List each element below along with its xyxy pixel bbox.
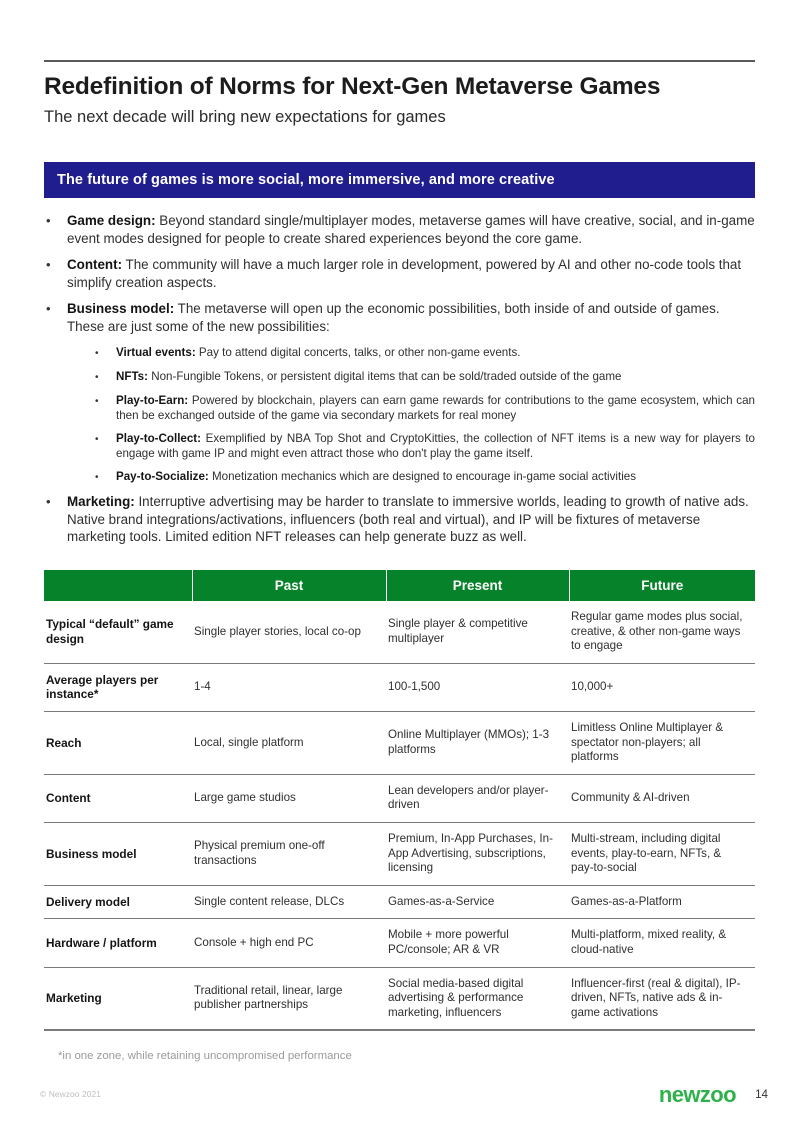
bullet-description: The metaverse will open up the economic possibilities, both inside of and outside of games. These are just some of the new possibilities: [67,301,720,334]
bullet-label: Pay-to-Socialize: [116,469,209,483]
table-cell-present: Single player & competitive multiplayer [386,601,569,663]
section-banner-text: The future of games is more social, more immersive, and more creative [57,172,555,188]
table-row-label: Delivery model [44,885,192,919]
table-row-label: Content [44,774,192,822]
table-col-header-blank [44,570,192,601]
table-cell-present: Lean developers and/or player-driven [386,774,569,822]
bullet-label: Marketing: [67,493,135,509]
page-number: 14 [755,1088,768,1101]
bullet-description: Non-Fungible Tokens, or persistent digital items that can be sold/traded outside of the game [147,369,622,383]
newzoo-logo: newzoo [658,1082,736,1107]
table-header-row [44,570,755,601]
table-cell-past: Local, single platform [192,711,386,774]
bullet-text [116,369,755,385]
table-cell-future: Community & AI-driven [569,774,755,822]
bullet-text [67,300,755,335]
table-cell-past: Console + high end PC [192,919,386,967]
table-row-label: Typical “default” game design [44,601,192,663]
bullet-label: Business model: [67,301,175,317]
table-cell-future: Multi-platform, mixed reality, & cloud-native [569,919,755,967]
bullet-item [44,393,755,424]
bullet-marker-icon: • [46,301,51,317]
bullet-marker-icon: • [46,257,51,273]
table-cell-present: Mobile + more powerful PC/console; AR & VR [386,919,569,967]
bullet-text [67,212,755,247]
table-cell-future: Regular game modes plus social, creative, & other non-game ways to engage [569,601,755,663]
table-cell-future: Influencer-first (real & digital), IP-driven, NFTs, native ads & in-game activations [569,967,755,1030]
bullet-label: Play-to-Earn: [116,393,189,407]
table-row [44,967,755,1030]
bullet-label: Play-to-Collect: [116,431,202,445]
page-title: Redefinition of Norms for Next-Gen Metaverse Games [44,73,661,100]
table-cell-present: Games-as-a-Service [386,885,569,919]
bullet-text [67,256,755,291]
bullet-marker-icon: • [95,347,99,359]
bullet-description: Monetization mechanics which are designed to encourage in-game social activities [208,469,637,483]
bullet-label: Content: [67,257,123,273]
bullet-marker-icon: • [95,471,99,483]
table-footnote: *in one zone, while retaining uncompromised performance [58,1050,352,1062]
table-row [44,663,755,711]
table-col-header-present: Present [386,570,569,601]
bullet-text [116,393,755,424]
table-row [44,774,755,822]
bullet-item [44,212,755,247]
table-body [44,601,755,1030]
table-row [44,885,755,919]
bullet-marker-icon: • [95,395,99,407]
bullet-item [44,300,755,335]
table-row [44,601,755,663]
copyright-text: © Newzoo 2021 [40,1089,102,1099]
section-banner [44,162,755,198]
title-divider [44,60,755,62]
table-cell-past: Traditional retail, linear, large publisher partnerships [192,967,386,1030]
table-col-header-future: Future [569,570,755,601]
bullet-item [44,493,755,546]
table-cell-present: Social media-based digital advertising & performance marketing, influencers [386,967,569,1030]
bullet-label: Virtual events: [116,345,196,359]
bullet-item [44,256,755,291]
bullet-item [44,369,755,386]
table-cell-future: Games-as-a-Platform [569,885,755,919]
table-cell-past: 1-4 [192,663,386,711]
nested-bullet-group [44,345,755,486]
table-cell-past: Physical premium one-off transactions [192,822,386,885]
bullet-item [44,469,755,486]
bullet-text [116,469,755,485]
bullet-description: Beyond standard single/multiplayer modes, metaverse games will have creative, social, and in-game event modes designed for people to create shared experiences beyond the core game. [67,213,755,246]
bullet-description: The community will have a much larger role in development, powered by AI and other no-code tools that simplify creation aspects. [67,257,742,290]
bullet-item [44,431,755,462]
bullet-marker-icon: • [95,371,99,383]
table-row-label: Business model [44,822,192,885]
bullet-text [116,345,755,361]
table-cell-future: 10,000+ [569,663,755,711]
table-row-label: Average players per instance* [44,663,192,711]
bullet-label: Game design: [67,213,156,228]
table-row [44,711,755,774]
table-row [44,919,755,967]
comparison-table [44,570,755,1031]
bullet-label: NFTs: [116,369,148,383]
bullet-marker-icon: • [46,493,51,509]
table-cell-future: Multi-stream, including digital events, play-to-earn, NFTs, & pay-to-social [569,822,755,885]
table-row [44,822,755,885]
bullet-description: Exemplified by NBA Top Shot and CryptoKitties, the collection of NFT items is a new way for players to engage with game IP and might even attract those who don't play the game itself. [116,431,755,461]
table-cell-past: Single content release, DLCs [192,885,386,919]
bullet-description: Interruptive advertising may be harder to translate to immersive worlds, leading to growth of native ads. Native brand integrations/activations, influencers (both real and virtual), and IP will be fixtures of metaverse marketing tools. Limited edition NFT releases can help generate buzz as well. [67,493,749,545]
bullet-marker-icon: • [95,433,99,445]
table-col-header-past: Past [192,570,386,601]
table-cell-past: Large game studios [192,774,386,822]
table-row-label: Hardware / platform [44,919,192,967]
bullet-marker-icon: • [46,213,51,228]
table-cell-past: Single player stories, local co-op [192,601,386,663]
table-cell-present: Online Multiplayer (MMOs); 1-3 platforms [386,711,569,774]
bullet-description: Pay to attend digital concerts, talks, or other non-game events. [195,345,521,359]
page-subtitle: The next decade will bring new expectations for games [44,108,446,126]
table-cell-future: Limitless Online Multiplayer & spectator non-players; all platforms [569,711,755,774]
table-cell-present: Premium, In-App Purchases, In-App Advertising, subscriptions, licensing [386,822,569,885]
bullet-text [67,493,755,546]
bullet-list [44,212,755,555]
bullet-description: Powered by blockchain, players can earn game rewards for contributions to the game ecosystem, which can then be exchanged outside of the game via secondary markets for real money [116,393,755,423]
table-row-label: Marketing [44,967,192,1030]
bullet-text [116,431,755,462]
table-row-label: Reach [44,711,192,774]
bullet-item [44,345,755,362]
table-cell-present: 100-1,500 [386,663,569,711]
